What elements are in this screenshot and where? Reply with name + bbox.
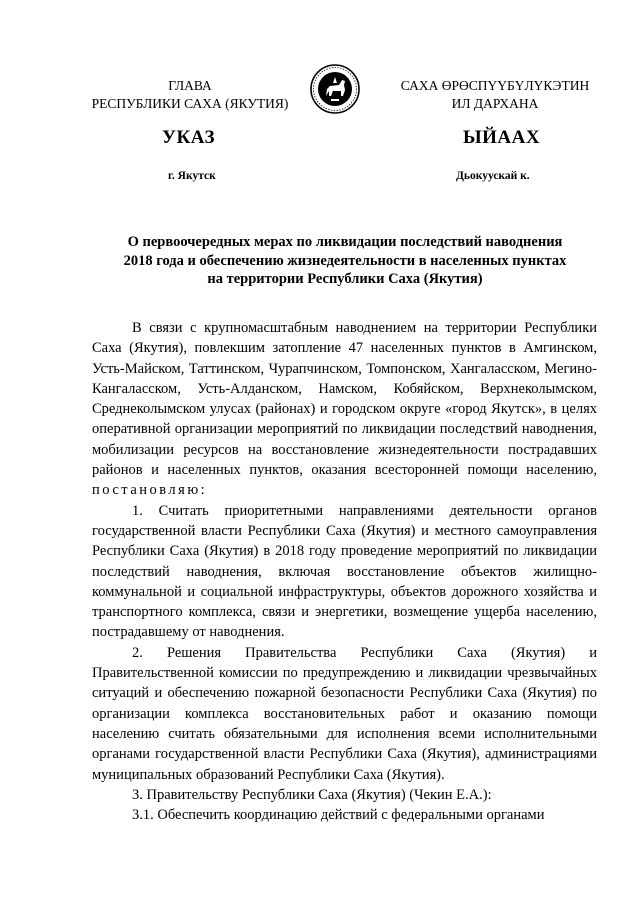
paragraph-item-1: 1. Считать приоритетными направлениями деятельности органов государственной власти Республики Саха (Якутия) и местного самоуправления Республики Саха (Якутия) в 2018 году проведение мероприятий по ликвидации последствий наводнения, включая восстановление объектов жилищно-коммунальной и социальной инфраструктуры, объектов дорожного хозяйства и транспортного комплекса, связи и энергетики, возмещение ущерба населению, пострадавшему от наводнения.: [92, 502, 597, 641]
paragraph-item-3-1: 3.1. Обеспечить координацию действий с федеральными органами: [132, 807, 545, 824]
paragraph-item-2: 2. Решения Правительства Республики Саха (Якутия) и Правительственной комиссии по предупреждению и ликвидации чрезвычайных ситуаций и обеспечению пожарной безопасности Республики Саха (Якутия) по организации комплекса восстановительных работ и оказанию помощи населению считать обязательными для исполнения всеми исполнительными органами государственной власти Республики Саха (Якутия), администрациями муниципальных образований Республики Саха (Якутия).: [92, 644, 597, 783]
city-ru: г. Якутск: [168, 170, 216, 182]
paragraph-item-3: 3. Правительству Республики Саха (Якутия) (Чекин Е.А.):: [132, 786, 492, 803]
heading-line: О первоочередных мерах по ликвидации последствий наводнения: [127, 234, 563, 250]
document-body: [92, 318, 597, 825]
city-sakha: Дьокуускай к.: [456, 170, 530, 182]
issuer-left-line2: РЕСПУБЛИКИ САХА (ЯКУТИЯ): [91, 96, 289, 111]
heading-line: 2018 года и обеспечению жизнедеятельности в населенных пунктах: [123, 252, 567, 269]
document-type-sakha: ЫЙААХ: [463, 127, 541, 148]
issuer-left-line1: ГЛАВА: [168, 78, 212, 93]
intro-paragraph: [92, 318, 597, 501]
intro-text: В связи с крупномасштабным наводнением на территории Республики Саха (Якутия), повлекшим затопление 47 населенных пунктов в Амгинском, Усть-Майском, Таттинском, Чурапчинском, Томпонском, Хангаласском, Мегино-Кангаласском, Усть-Алданском, Намском, Кобяйском, Верхнеколымском, Среднеколымском улусах (районах) и городском округе «город Якутск», в целях оперативной организации мероприятий по ликвидации последствий наводнения, мобилизации ресурсов на восстановление жизнедеятельности пострадавших районов и населенных пунктов, оказания всесторонней помощи населению,: [92, 320, 597, 479]
issuer-right-line2: ИЛ ДАРХАНА: [451, 96, 539, 111]
sakha-coat-of-arms-icon: [309, 63, 361, 115]
issuer-right: [385, 77, 605, 113]
decree-word: постановляю:: [92, 482, 208, 499]
issuer-right-line1: САХА ӨРӨСПҮҮБҮЛҮКЭТИН: [400, 78, 590, 93]
document-heading: [80, 233, 610, 289]
document-type-ru: УКАЗ: [162, 127, 215, 148]
issuer-left: [85, 77, 295, 113]
heading-line: на территории Республики Саха (Якутия): [207, 271, 483, 287]
